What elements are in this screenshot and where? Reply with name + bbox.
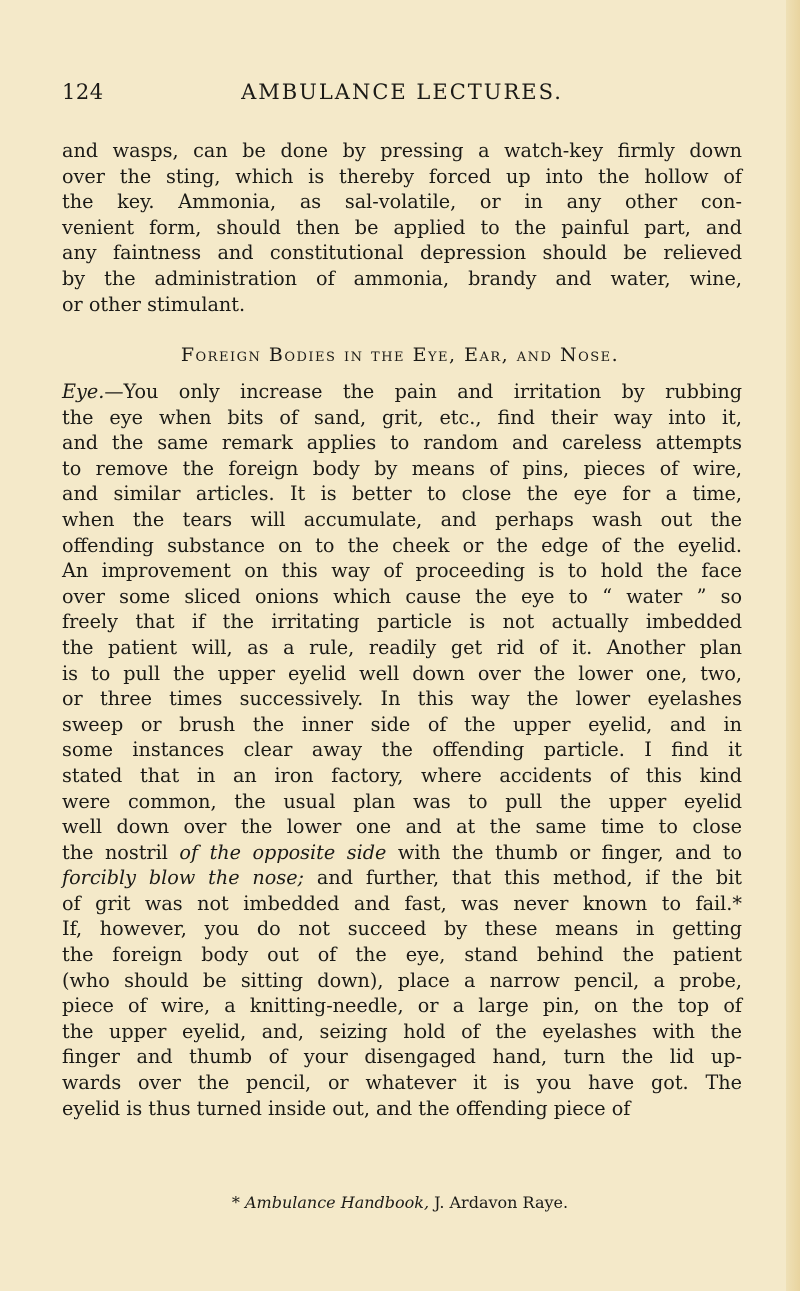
text-line: freely that if the irritating particle is not actually imbedded — [62, 610, 742, 634]
text-line: when the tears will accumulate, and perhaps wash out the — [62, 507, 742, 531]
page-edge — [786, 0, 800, 1291]
text-line: If, however, you do not succeed by these means in getting — [62, 917, 742, 941]
text-line: offending substance on to the cheek or the edge of the eyelid. — [62, 533, 742, 557]
text-line: finger and thumb of your disengaged hand, turn the lid up- — [62, 1045, 742, 1069]
page-header — [62, 80, 742, 114]
text-line: any faintness and constitutional depression should be relieved — [62, 241, 742, 265]
text-line: over some sliced onions which cause the eye to “ water ” so — [62, 584, 742, 608]
text-line: or three times successively. In this way the lower eyelashes — [62, 687, 742, 711]
text-line: stated that in an iron factory, where accidents of this kind — [62, 763, 742, 787]
text-line: wards over the pencil, or whatever it is you have got. The — [62, 1071, 742, 1095]
footnote-marker: * — [231, 1193, 240, 1212]
text-line: the nostril of the opposite side with the thumb or finger, and to — [62, 840, 742, 864]
footnote-title: Ambulance Handbook, — [244, 1193, 430, 1212]
text-line: the upper eyelid, and, seizing hold of the eyelashes with the — [62, 1019, 742, 1043]
footnote — [0, 1193, 800, 1212]
text-line: of grit was not imbedded and fast, was never known to fail.* — [62, 891, 742, 915]
footnote-author: J. Ardavon Raye. — [434, 1193, 569, 1212]
text-line: sweep or brush the inner side of the upper eyelid, and in — [62, 712, 742, 736]
text-line: were common, the usual plan was to pull the upper eyelid — [62, 789, 742, 813]
text-line: (who should be sitting down), place a narrow pencil, a probe, — [62, 968, 742, 992]
running-title: AMBULANCE LECTURES. — [241, 80, 563, 104]
text-line: and wasps, can be done by pressing a watch-key firmly down — [62, 139, 742, 162]
text-line: to remove the foreign body by means of pins, pieces of wire, — [62, 456, 742, 480]
text-line: the patient will, as a rule, readily get rid of it. Another plan — [62, 635, 742, 659]
text-line: Eye.—You only increase the pain and irritation by rubbing — [62, 380, 742, 403]
text-line: and the same remark applies to random and careless attempts — [62, 431, 742, 455]
paragraph-1 — [62, 138, 742, 317]
page-number: 124 — [62, 80, 104, 104]
text-line: or other stimulant. — [62, 292, 246, 316]
text-line: venient form, should then be applied to the painful part, and — [62, 215, 742, 239]
text-line: the eye when bits of sand, grit, etc., find their way into it, — [62, 405, 742, 429]
text-line: the key. Ammonia, as sal-volatile, or in any other con- — [62, 190, 742, 214]
text-line: An improvement on this way of proceeding is to hold the face — [62, 559, 742, 583]
text-line: eyelid is thus turned inside out, and the offending piece of — [62, 1096, 631, 1120]
text-line: forcibly blow the nose; and further, that this method, if the bit — [62, 866, 742, 890]
text-line: is to pull the upper eyelid well down over the lower one, two, — [62, 661, 742, 685]
text-line: some instances clear away the offending particle. I find it — [62, 738, 742, 762]
text-line: and similar articles. It is better to close the eye for a time, — [62, 482, 742, 506]
text-line: piece of wire, a knitting-needle, or a large pin, on the top of — [62, 994, 742, 1018]
text-line: by the administration of ammonia, brandy and water, wine, — [62, 266, 742, 290]
text-line: well down over the lower one and at the same time to close — [62, 815, 742, 839]
paragraph-2 — [62, 379, 742, 1121]
text-line: over the sting, which is thereby forced up into the hollow of — [62, 164, 742, 188]
text-line: the foreign body out of the eye, stand behind the patient — [62, 943, 742, 967]
section-heading: Foreign Bodies in the Eye, Ear, and Nose. — [180, 344, 620, 366]
